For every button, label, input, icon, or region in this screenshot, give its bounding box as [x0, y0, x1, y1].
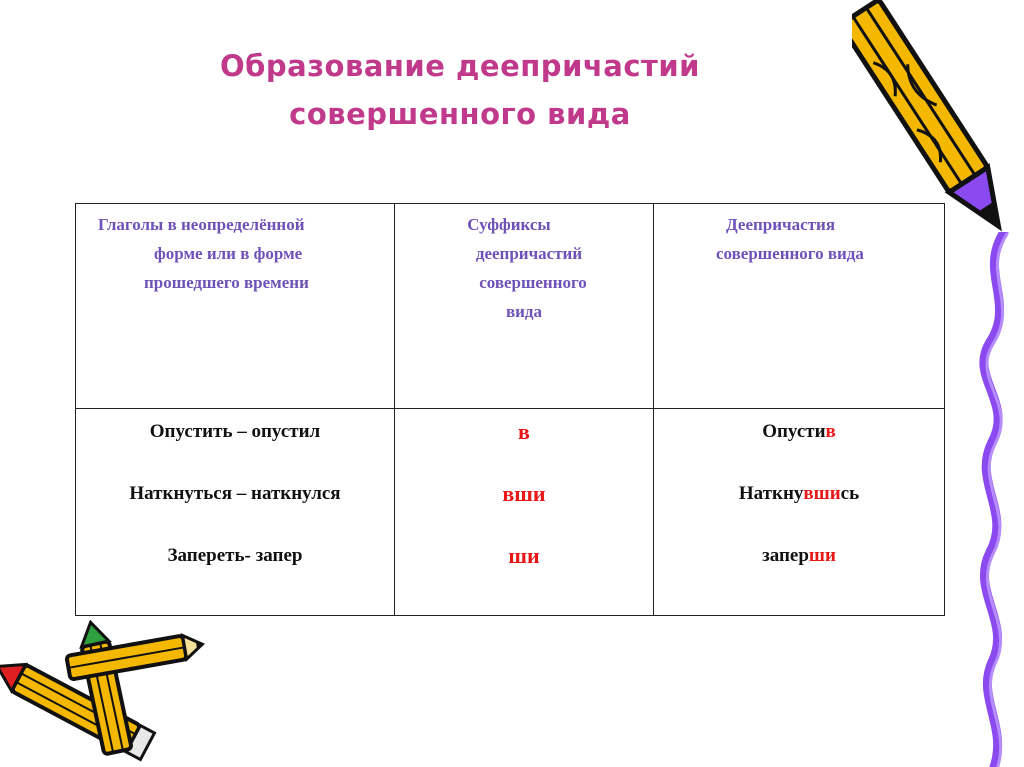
header-suffixes-line-4: вида — [505, 302, 543, 321]
header-suffixes-line-3: совершенного — [479, 273, 587, 292]
slide-title — [150, 42, 770, 138]
title-line-1: Образование деепричастий — [219, 49, 701, 83]
gerund-suffix: вши — [803, 483, 841, 504]
verb-item: Наткнуться – наткнулся — [129, 483, 341, 504]
gerund-suffix: ши — [808, 545, 836, 566]
suffix-item: вши — [502, 481, 546, 506]
gerund-stem: запер — [762, 545, 809, 566]
squiggle-ribbon-icon — [968, 232, 1024, 767]
gerund-stem: Наткну — [738, 483, 804, 504]
title-line-2: совершенного вида — [289, 97, 631, 131]
suffixes-cell — [395, 409, 654, 616]
verb-item: Опустить – опустил — [149, 421, 321, 442]
gerund-table — [75, 203, 945, 616]
pencil-icon — [852, 0, 1012, 245]
header-gerunds-line-2: совершенного вида — [716, 244, 864, 263]
gerund-item — [654, 543, 944, 605]
header-verbs-line-3: прошедшего времени — [144, 273, 309, 292]
table-body-row — [76, 409, 945, 616]
gerund-suffix: в — [825, 421, 836, 442]
suffix-item: в — [518, 419, 530, 444]
gerund-item — [654, 419, 944, 481]
header-suffixes-line-1: Суффиксы — [467, 215, 551, 234]
verbs-cell — [76, 409, 395, 616]
table-header-row — [76, 204, 945, 409]
gerunds-cell — [654, 409, 945, 616]
gerund-item — [654, 481, 944, 543]
header-verbs-line-2: форме или в форме — [154, 244, 303, 263]
pencils-icon — [0, 615, 205, 765]
verb-item: Запереть- запер — [167, 545, 303, 566]
gerund-ending: сь — [840, 483, 860, 504]
header-gerunds-line-1: Деепричастия — [726, 215, 836, 234]
header-suffixes-line-2: деепричастий — [475, 244, 583, 263]
gerund-stem: Опусти — [762, 421, 826, 442]
header-verbs-line-1: Глаголы в неопределённой — [98, 215, 305, 234]
header-verbs — [76, 204, 395, 409]
suffix-item: ши — [508, 543, 540, 568]
header-suffixes — [395, 204, 654, 409]
